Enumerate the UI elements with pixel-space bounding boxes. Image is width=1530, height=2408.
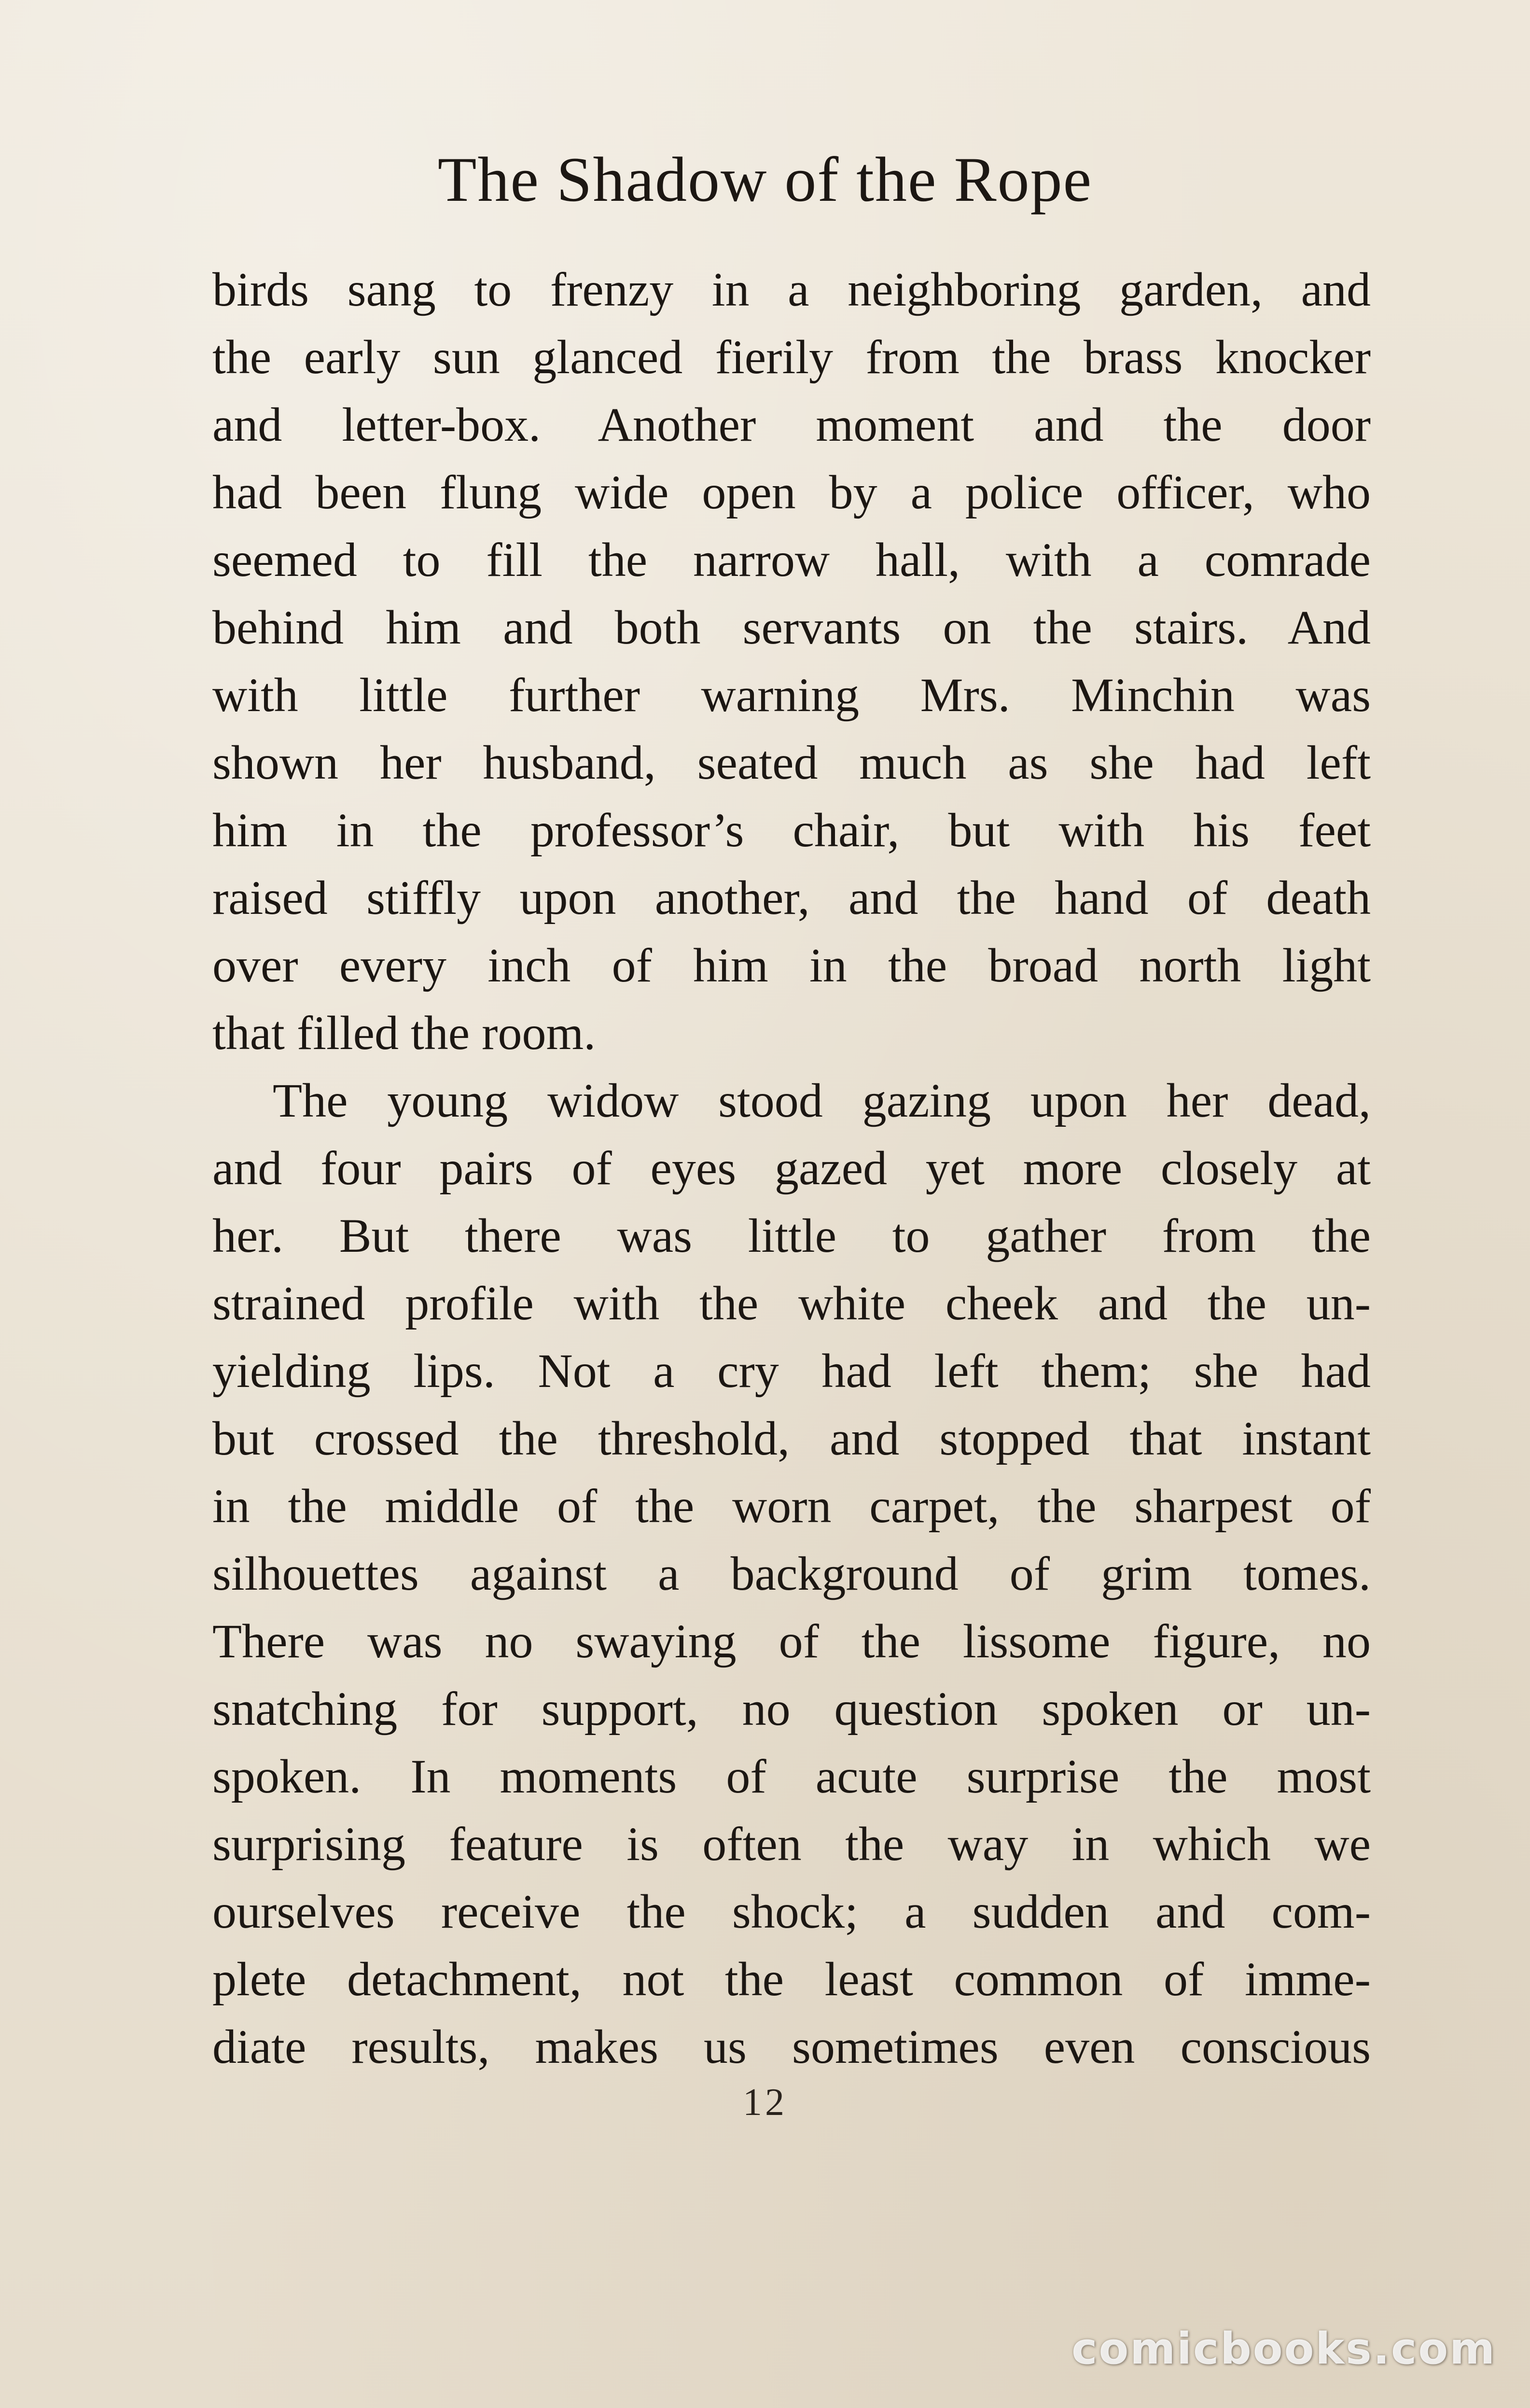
text-line: and letter-box. Another moment and the door	[212, 398, 1371, 451]
text-line: and four pairs of eyes gazed yet more closely at	[212, 1141, 1371, 1195]
text-line: There was no swaying of the lissome figure, no	[212, 1614, 1371, 1668]
running-title: The Shadow of the Rope	[437, 144, 1093, 215]
text-line: with little further warning Mrs. Minchin was	[212, 668, 1371, 722]
text-line: strained profile with the white cheek and the un-	[212, 1276, 1371, 1330]
paragraph-2	[212, 1067, 1371, 2081]
text-line: spoken. In moments of acute surprise the most	[212, 1750, 1371, 1803]
text-line: seemed to fill the narrow hall, with a comrade	[212, 533, 1371, 587]
text-line: yielding lips. Not a cry had left them; she had	[212, 1344, 1371, 1398]
text-line: ourselves receive the shock; a sudden and com-	[212, 1885, 1371, 1938]
watermark-logo: comicbooks.com	[1071, 2324, 1496, 2374]
text-line: surprising feature is often the way in which we	[212, 1817, 1371, 1871]
text-line: over every inch of him in the broad north light	[212, 938, 1371, 992]
text-line: the early sun glanced fierily from the brass knocker	[212, 330, 1371, 384]
text-line: plete detachment, not the least common of imme-	[212, 1952, 1371, 2006]
text-line: her. But there was little to gather from the	[212, 1209, 1371, 1262]
page-number: 12	[743, 2081, 787, 2124]
text-line: diate results, makes us sometimes even conscious	[212, 2020, 1371, 2073]
text-line: in the middle of the worn carpet, the sharpest of	[212, 1479, 1371, 1533]
body-text	[212, 256, 1371, 2081]
text-line: that filled the room.	[212, 1006, 596, 1060]
text-line: had been flung wide open by a police officer, who	[212, 465, 1371, 519]
paragraph-1	[212, 256, 1371, 1067]
text-line: but crossed the threshold, and stopped that instant	[212, 1412, 1371, 1465]
text-line: birds sang to frenzy in a neighboring garden, and	[212, 263, 1371, 316]
text-line: snatching for support, no question spoken or un-	[212, 1682, 1371, 1736]
text-line: raised stiffly upon another, and the hand of death	[212, 871, 1371, 924]
text-line: The young widow stood gazing upon her dead,	[273, 1074, 1371, 1127]
text-line: shown her husband, seated much as she had left	[212, 736, 1371, 789]
text-line: behind him and both servants on the stairs. And	[212, 601, 1371, 654]
text-line: him in the professor’s chair, but with his feet	[212, 803, 1371, 857]
text-line: silhouettes against a background of grim tomes.	[212, 1547, 1371, 1600]
